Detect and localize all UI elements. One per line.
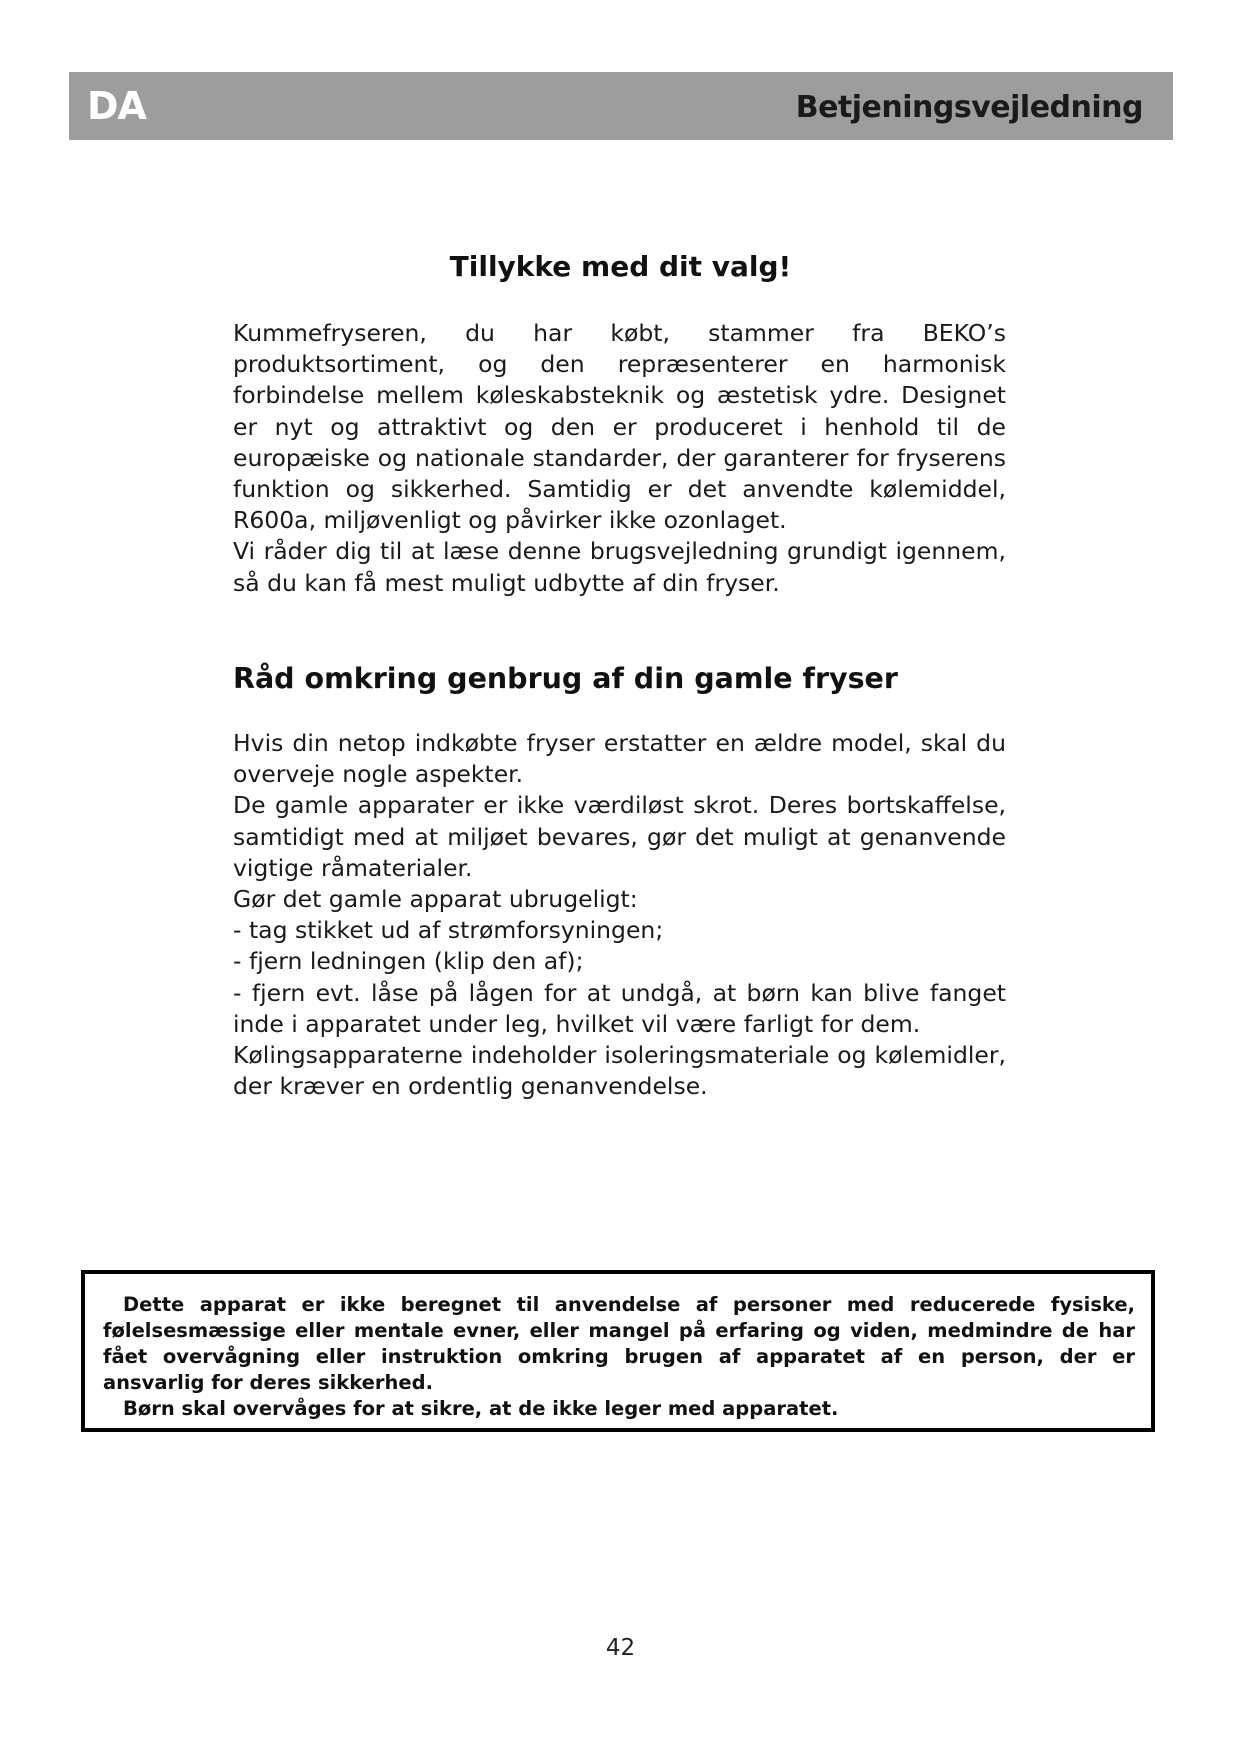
header-bar xyxy=(69,72,1173,140)
document-title: Betjeningsvejledning xyxy=(795,90,1143,125)
language-code: DA xyxy=(87,84,146,128)
recycling-line: - fjern evt. låse på lågen for at undgå, at børn kan blive fanget inde i apparatet under leg, hvilket vil være farligt for dem. xyxy=(233,978,1006,1038)
recycling-line: Gør det gamle apparat ubrugeligt: xyxy=(233,885,638,914)
warning-paragraph: Dette apparat er ikke beregnet til anvendelse af personer med reducerede fysiske, følelsesmæssige eller mentale evner, eller mangel på erfaring og viden, medmindre de har fået overvågning eller instruktion omkring brugen af apparatet af en person, der er ansvarlig for deres sikkerhed. xyxy=(103,1293,1135,1394)
recycling-text xyxy=(233,728,1006,1102)
recycling-line: - tag stikket ud af strømforsyningen; xyxy=(233,916,664,945)
intro-paragraph: Kummefryseren, du har købt, stammer fra BEKO’s produktsortiment, og den repræsenterer en harmonisk forbindelse mellem køleskabsteknik og æstetisk ydre. Designet er nyt og attraktivt og den er produceret i henhold til de europæiske og nationale standarder, der garanterer for fryserens funktion og sikkerhed. Samtidig er det anvendte kølemiddel, R600a, miljøvenligt og påvirker ikke ozonlaget. xyxy=(233,319,1006,535)
recycling-line: De gamle apparater er ikke værdiløst skrot. Deres bortskaffelse, samtidigt med at miljøet bevares, gør det muligt at genanvende vigtige råmaterialer. xyxy=(233,791,1006,882)
safety-warning-box xyxy=(81,1270,1155,1432)
recycling-line: - fjern ledningen (klip den af); xyxy=(233,947,584,976)
intro-paragraph: Vi råder dig til at læse denne brugsvejledning grundigt igennem, så du kan få mest muligt udbytte af din fryser. xyxy=(233,537,1006,597)
warning-paragraph: Børn skal overvåges for at sikre, at de ikke leger med apparatet. xyxy=(123,1397,839,1420)
intro-heading: Tillykke med dit valg! xyxy=(449,250,792,283)
page-number: 42 xyxy=(605,1635,636,1661)
intro-text xyxy=(233,318,1006,599)
recycling-heading: Råd omkring genbrug af din gamle fryser xyxy=(233,662,898,695)
recycling-line: Hvis din netop indkøbte fryser erstatter en ældre model, skal du overveje nogle aspekter. xyxy=(233,729,1006,789)
recycling-line: Kølingsapparaterne indeholder isoleringsmateriale og kølemidler, der kræver en ordentlig genanvendelse. xyxy=(233,1041,1006,1101)
